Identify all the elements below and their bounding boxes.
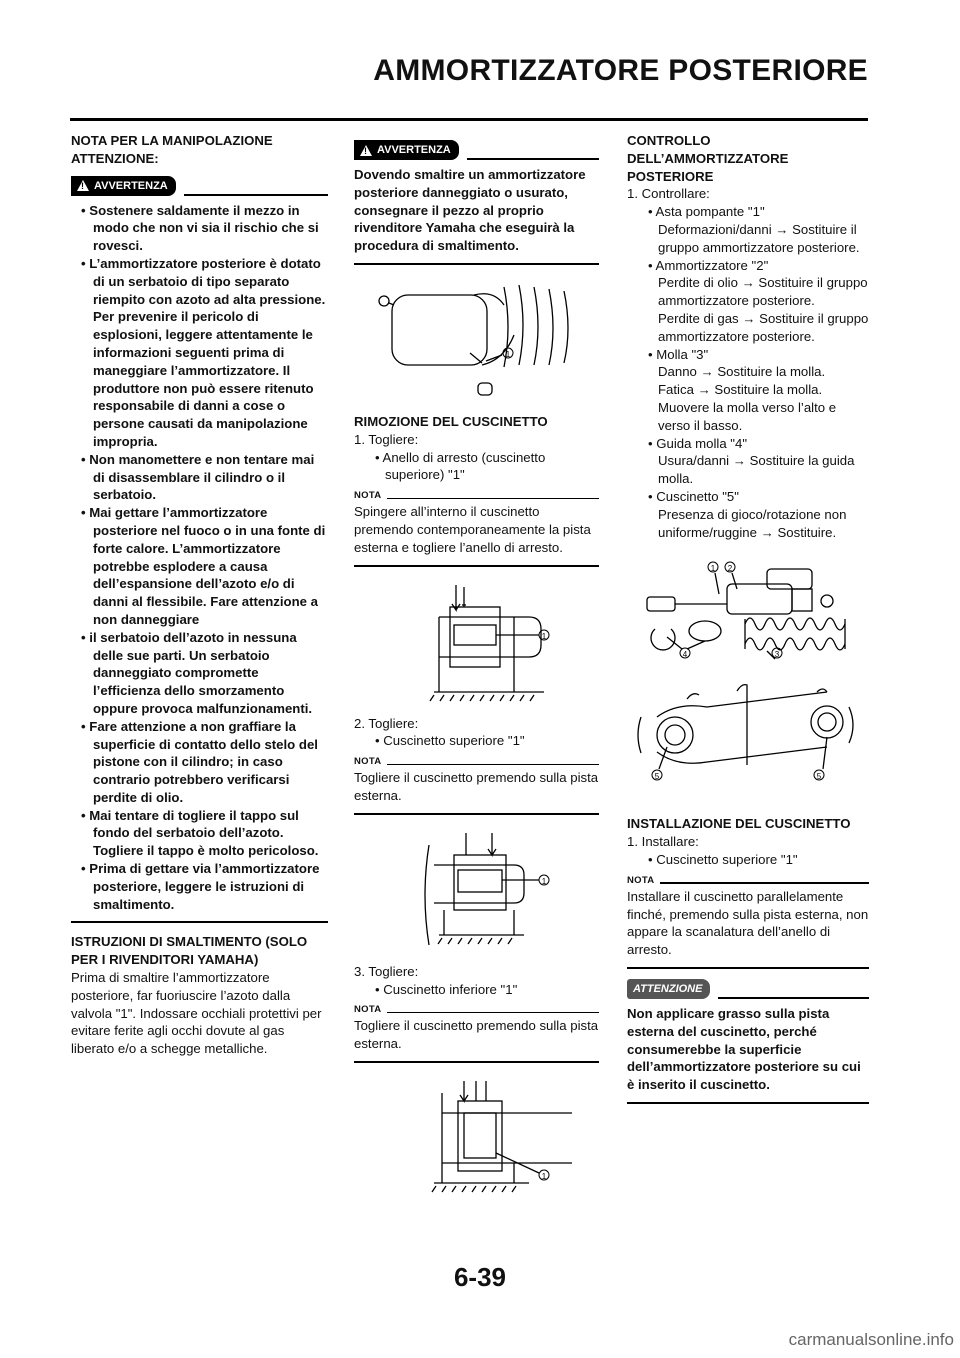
- warning-badge: ! AVVERTENZA: [354, 140, 459, 160]
- install-nota-text: Installare il cuscinetto parallelamente finché, premendo sulla pista esterna, non appare la scanalatura dell’anello di arresto.: [627, 888, 869, 958]
- check-item-title: • Cuscinetto "5": [648, 488, 739, 504]
- callout-5: 5: [816, 772, 822, 782]
- caution-bar: [627, 979, 869, 999]
- step-3-item: • Cuscinetto inferiore "1": [375, 981, 518, 997]
- warning-triangle-icon: [360, 145, 372, 156]
- check-item-title: • Ammortizzatore "2": [648, 257, 769, 273]
- callout-3: 3: [774, 650, 780, 660]
- check-item-line: Fatica → Sostituire la molla.: [658, 382, 823, 398]
- column-3: [627, 132, 869, 1114]
- install-step: 1. Installare:: [627, 834, 699, 850]
- disposal-text: Prima di smaltire l’ammortizzatore posteriore, far fuoriuscire l’azoto dalla valvola "1". Indossare occhiali protettivi per evitare ferite agli occhi dovute al gas liberato e/o a schegge metalliche.: [71, 970, 322, 1057]
- check-item-line: Presenza di gioco/rotazione non uniforme/ruggine → Sostituire.: [658, 506, 847, 540]
- warning-triangle-icon: [77, 180, 89, 191]
- step-3: 3. Togliere:: [354, 963, 419, 979]
- stop-ring-removal-figure: [354, 577, 599, 707]
- column-2: [354, 132, 599, 1201]
- warning-sub-bullet: • Non manomettere e non tentare mai di disassemblare il cilindro o il serbatoio.: [81, 451, 315, 503]
- warning-bar: [354, 140, 599, 160]
- check-item-line: Perdite di gas → Sostituire il gruppo ammortizzatore posteriore.: [658, 310, 869, 344]
- warning-sub-bullet: • Prima di gettare via l’ammortizzatore posteriore, leggere le istruzioni di smaltimento.: [81, 861, 320, 912]
- lower-bearing-removal-figure: [354, 1073, 599, 1193]
- step-1-item: • Anello di arresto (cuscinetto superiore) "1": [375, 449, 546, 483]
- disposal-heading: ISTRUZIONI DI SMALTIMENTO (SOLO PER I RIVENDITORI YAMAHA): [71, 934, 308, 968]
- check-heading: CONTROLLO DELL’AMMORTIZZATORE POSTERIORE: [627, 133, 789, 184]
- check-item-line: Danno → Sostituire la molla.: [658, 364, 826, 380]
- nota-2-text: Togliere il cuscinetto premendo sulla pista esterna.: [354, 770, 599, 803]
- handling-heading: NOTA PER LA MANIPOLAZIONE ATTENZIONE:: [71, 133, 273, 166]
- callout-1: 1: [505, 349, 511, 359]
- check-item-line: Deformazioni/danni → Sostituire il gruppo ammortizzatore posteriore.: [658, 221, 860, 255]
- warning-bar: [71, 176, 328, 196]
- nota-bar: NOTA: [627, 875, 869, 886]
- page-header-title: AMMORTIZZATORE POSTERIORE: [373, 54, 868, 87]
- check-item-title: • Asta pompante "1": [648, 204, 765, 220]
- warning-sub-bullet: • Mai tentare di togliere il tappo sul fondo del serbatoio dell’azoto. Togliere il tappo è molto pericoloso.: [81, 807, 319, 859]
- nota-1-text: Spingere all’interno il cuscinetto premendo contemporaneamente la pista esterna e togliere l’anello di arresto.: [354, 504, 591, 555]
- nota-3-text: Togliere il cuscinetto premendo sulla pista esterna.: [354, 1018, 599, 1052]
- check-item-title: • Molla "3": [648, 346, 709, 362]
- callout-1: 1: [710, 564, 716, 574]
- bearing-play-figure: [627, 677, 869, 807]
- callout-4: 4: [682, 650, 688, 660]
- warning-badge: ! AVVERTENZA: [71, 176, 176, 196]
- column-1: [71, 132, 328, 1058]
- header-rule: [70, 118, 868, 121]
- warning-bullet: • L’ammortizzatore posteriore è dotato di un serbatoio di tipo separato riempito con azoto ad alta pressione. Per prevenire il pericolo di esplosioni, leggere attentamente le informazioni seguenti prima di maneggiare l’ammortizzatore. Il produttore non può essere ritenuto responsabile di danni a cose o persone causati da manipolazione impropria.: [81, 255, 326, 449]
- disposal-warning-text: Dovendo smaltire un ammortizzatore posteriore danneggiato o usurato, consegnare il pezzo al proprio rivenditore Yamaha che eseguirà la procedura di smaltimento.: [354, 167, 586, 254]
- check-step: 1. Controllare:: [627, 186, 710, 202]
- upper-bearing-removal-figure: [354, 825, 599, 955]
- shock-components-figure: [627, 549, 869, 669]
- step-2-item: • Cuscinetto superiore "1": [375, 733, 525, 749]
- caution-text: Non applicare grasso sulla pista esterna del cuscinetto, perché consumerebbe la superficie dell’ammortizzatore posteriore su cui è inserito il cuscinetto.: [627, 1005, 861, 1093]
- step-1: 1. Togliere:: [354, 431, 419, 447]
- warning-sub-bullet: • il serbatoio dell’azoto in nessuna delle sue parti. Un serbatoio danneggiato compromette l’efficienza dello smorzamento oppure provoca malfunzionamenti.: [81, 629, 313, 716]
- watermark: carmanualsonline.info: [788, 1330, 954, 1349]
- install-item: • Cuscinetto superiore "1": [648, 851, 798, 867]
- callout-1: 1: [541, 1171, 547, 1181]
- install-heading: INSTALLAZIONE DEL CUSCINETTO: [627, 816, 851, 832]
- check-item-title: • Guida molla "4": [648, 435, 748, 451]
- nota-bar: NOTA: [354, 756, 599, 767]
- shock-valve-figure: [354, 275, 599, 405]
- page-number: 6-39: [453, 1262, 507, 1292]
- removal-heading: RIMOZIONE DEL CUSCINETTO: [354, 413, 548, 429]
- callout-1: 1: [541, 631, 547, 641]
- callout-5: 5: [654, 772, 660, 782]
- check-item-line: Usura/danni → Sostituire la guida molla.: [658, 453, 855, 487]
- warning-sub-bullet: • Fare attenzione a non graffiare la superficie di contatto dello stelo del pistone con il cilindro; in caso contrario potrebbero verificarsi perdite di olio.: [81, 718, 318, 805]
- check-item-line: Muovere la molla verso l’alto e verso il basso.: [658, 399, 837, 433]
- warning-sub-bullet: • Mai gettare l’ammortizzatore posteriore nel fuoco o in una fonte di forte calore. L’ammortizzatore potrebbe esplodere a causa dell’espansione dell’azoto e/o di danni al flessibile. Fare attenzione a non danneggiare: [81, 505, 326, 627]
- callout-2: 2: [727, 564, 733, 574]
- callout-1: 1: [541, 876, 547, 886]
- caution-badge: ATTENZIONE: [627, 979, 710, 999]
- nota-bar: NOTA: [354, 490, 599, 501]
- check-item-line: Perdite di olio → Sostituire il gruppo ammortizzatore posteriore.: [658, 275, 868, 309]
- warning-bullet: • Sostenere saldamente il mezzo in modo che non vi sia il rischio che si rovesci.: [81, 202, 319, 254]
- nota-bar: NOTA: [354, 1004, 599, 1015]
- step-2: 2. Togliere:: [354, 715, 419, 731]
